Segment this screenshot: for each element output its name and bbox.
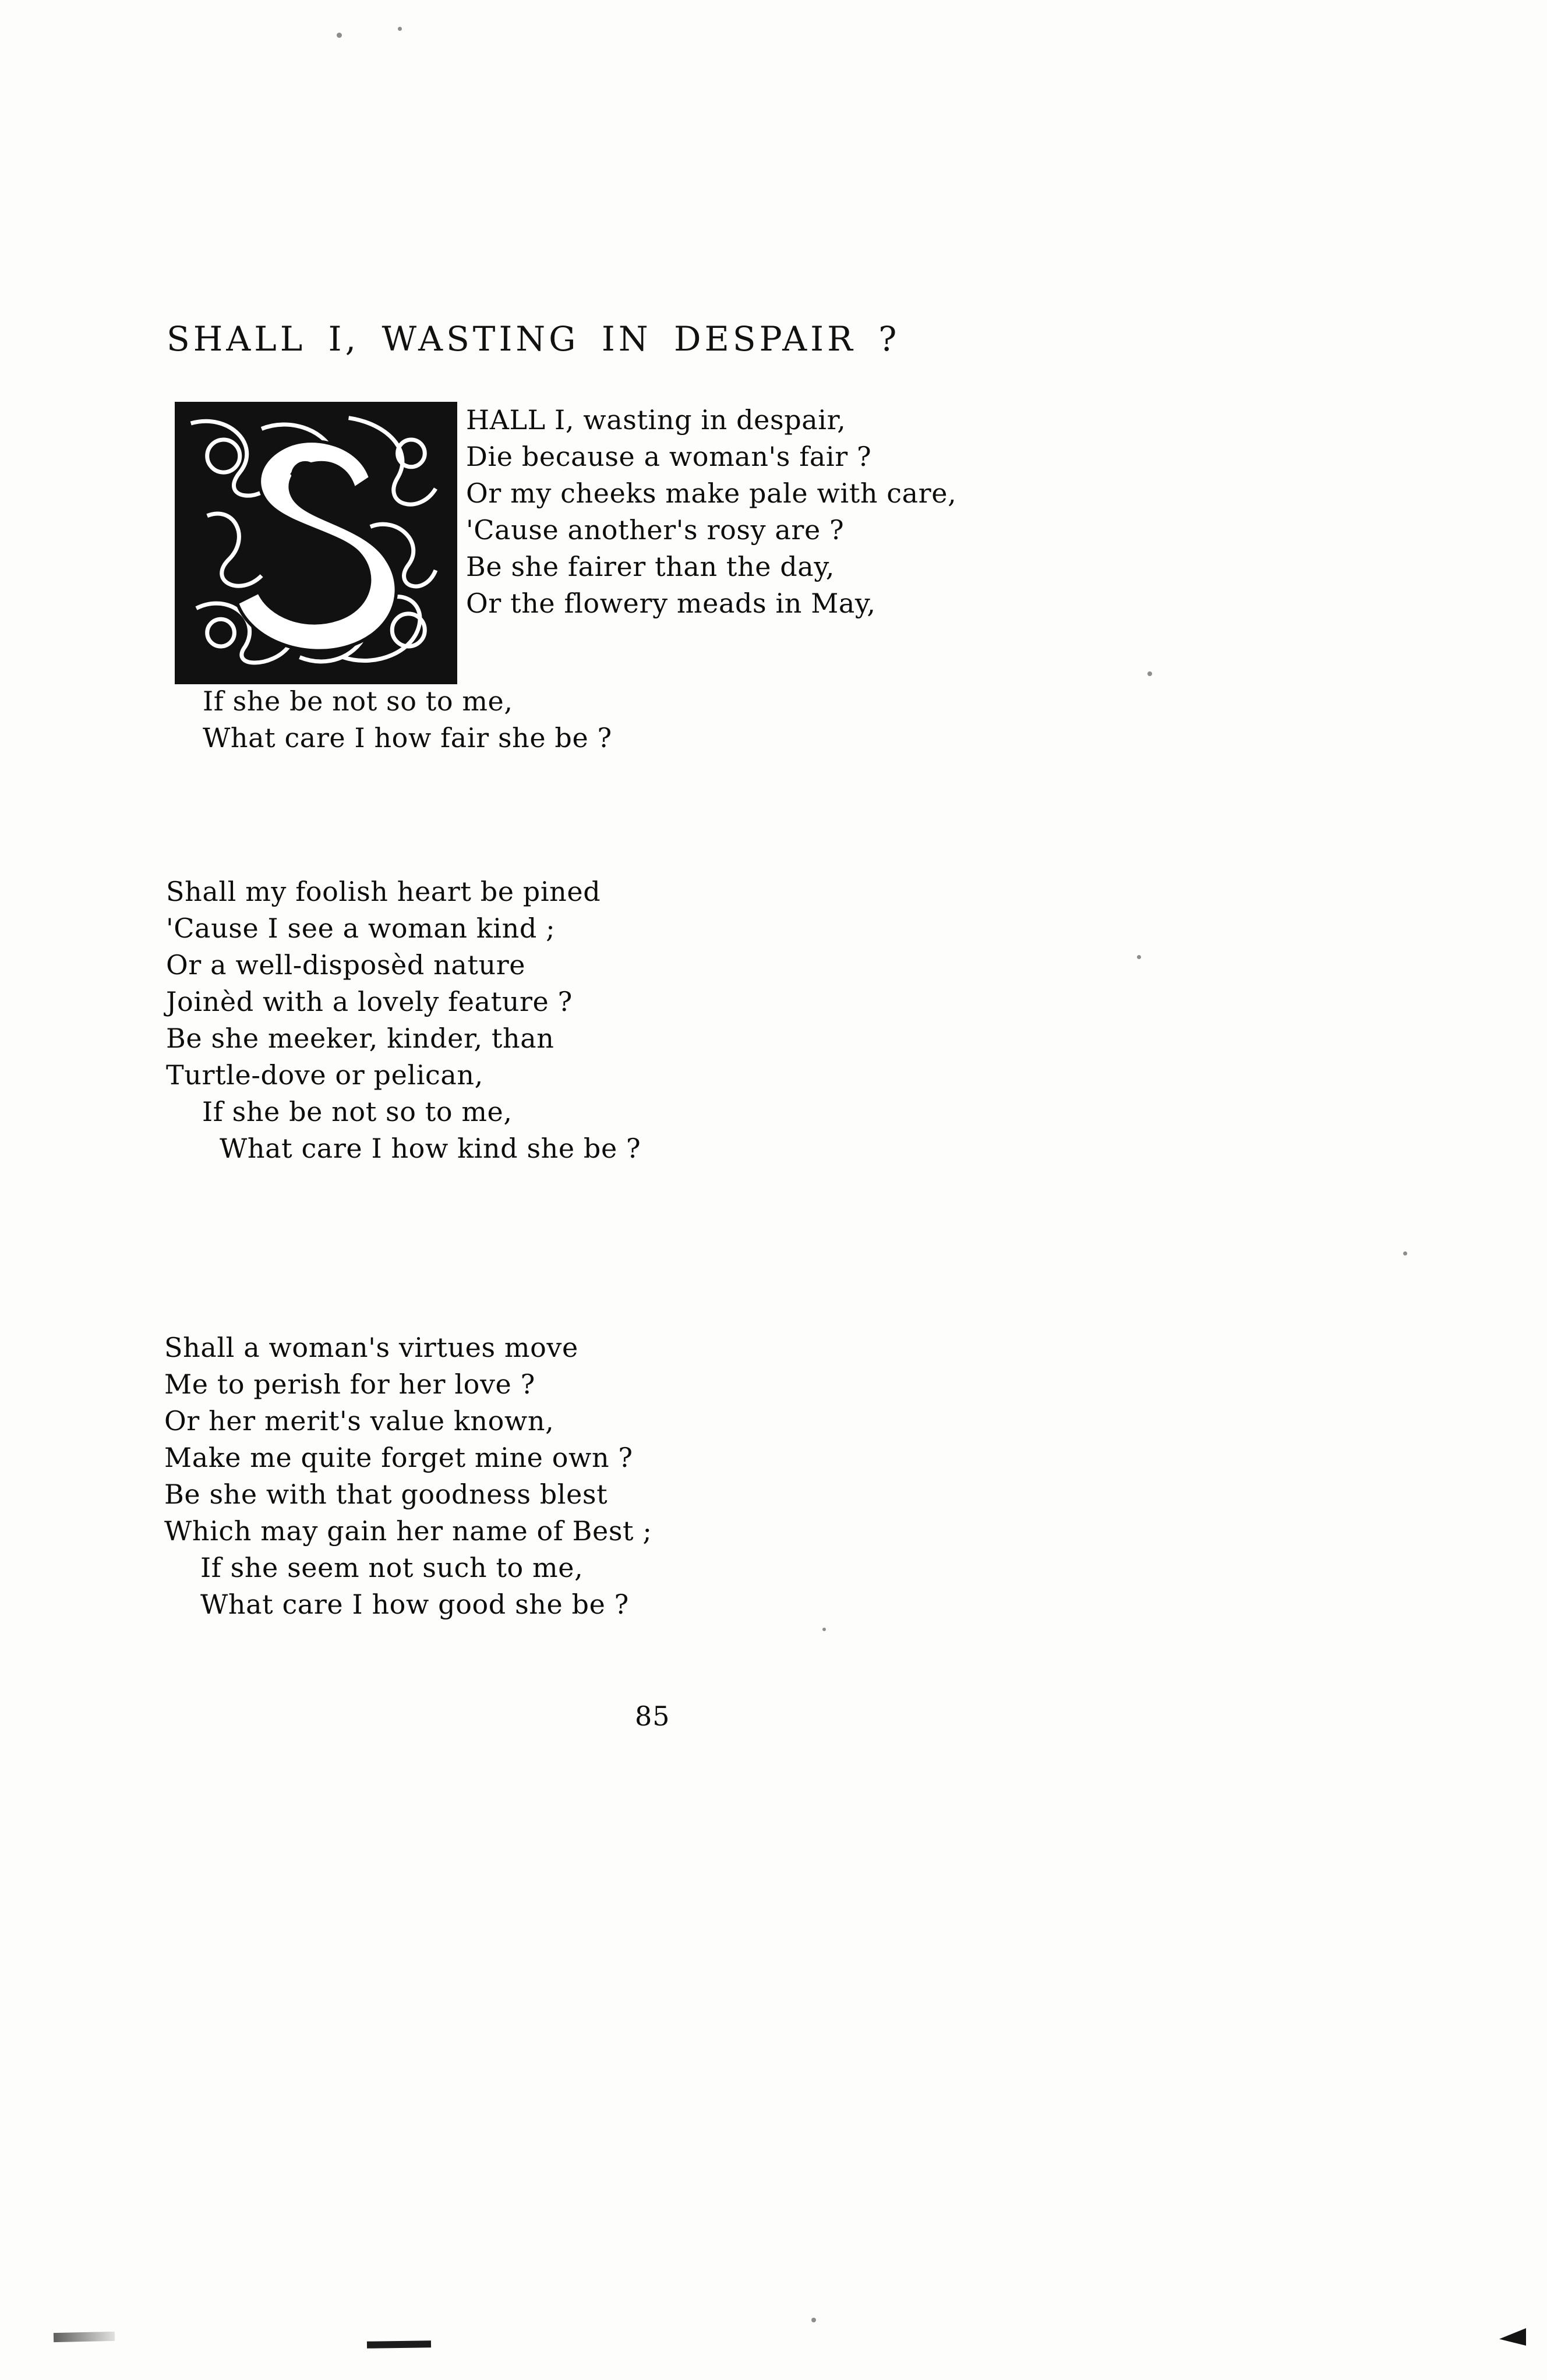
- verse-line: Me to perish for her love ?: [164, 1368, 535, 1400]
- verse-line: If she be not so to me,: [203, 685, 513, 717]
- scan-speck: [811, 2318, 816, 2322]
- verse-line: If she seem not such to me,: [200, 1552, 584, 1583]
- scan-speck: [337, 33, 342, 38]
- verse-line: What care I how kind she be ?: [220, 1133, 641, 1164]
- verse-line: HALL I, wasting in despair,: [466, 404, 846, 436]
- scan-speck: [398, 27, 402, 31]
- verse-line: Be she fairer than the day,: [466, 551, 835, 582]
- scan-artifact-corner: [1499, 2328, 1526, 2346]
- verse-line: Or her merit's value known,: [164, 1405, 554, 1437]
- stanza-one-head: [466, 402, 956, 622]
- scan-artifact-bottom-dash: [367, 2340, 431, 2349]
- verse-line: 'Cause another's rosy are ?: [466, 514, 845, 546]
- scan-speck: [1147, 671, 1152, 676]
- verse-line: Turtle-dove or pelican,: [166, 1059, 483, 1091]
- stanza-three: [164, 1329, 652, 1623]
- verse-line: Make me quite forget mine own ?: [164, 1442, 633, 1473]
- verse-line: Or my cheeks make pale with care,: [466, 478, 957, 509]
- scan-speck: [822, 1628, 826, 1631]
- scan-speck: [1137, 955, 1141, 959]
- page-title: SHALL I, WASTING IN DESPAIR ?: [167, 319, 900, 359]
- verse-line: Or a well-disposèd nature: [166, 949, 526, 981]
- verse-line: Joinèd with a lovely feature ?: [166, 986, 573, 1017]
- verse-line: Shall my foolish heart be pined: [166, 876, 601, 907]
- verse-line: Be she meeker, kinder, than: [166, 1023, 554, 1054]
- verse-line: Or the flowery meads in May,: [466, 588, 876, 619]
- verse-line: Shall a woman's virtues move: [164, 1332, 578, 1363]
- verse-line: If she be not so to me,: [202, 1096, 513, 1127]
- knotwork-initial-icon: [180, 407, 452, 679]
- scan-speck: [1403, 1251, 1407, 1256]
- verse-line: 'Cause I see a woman kind ;: [166, 913, 556, 944]
- scan-artifact-left-edge: [54, 2332, 115, 2342]
- verse-line: What care I how good she be ?: [200, 1589, 629, 1620]
- drop-cap-initial: [175, 402, 457, 684]
- verse-line: Die because a woman's fair ?: [466, 441, 872, 472]
- verse-line: Be she with that goodness blest: [164, 1479, 608, 1510]
- stanza-one-tail: [203, 683, 612, 756]
- page-number: 85: [635, 1700, 670, 1732]
- verse-line: Which may gain her name of Best ;: [164, 1515, 652, 1547]
- stanza-two: [166, 874, 641, 1167]
- verse-line: What care I how fair she be ?: [203, 722, 612, 754]
